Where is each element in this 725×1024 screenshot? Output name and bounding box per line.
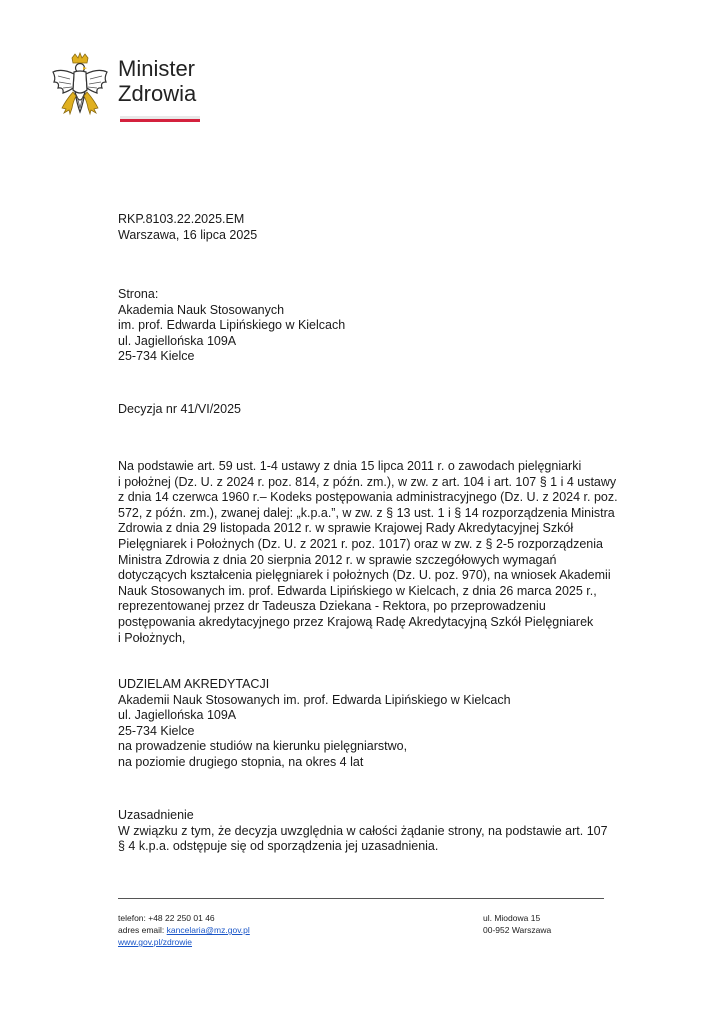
place-date: Warszawa, 16 lipca 2025 xyxy=(118,227,258,242)
ministry-logo xyxy=(50,50,210,130)
paragraph-line: Pielęgniarek i Położnych (Dz. U. z 2021 r. poz. 1017) oraz w zw. z § 2-5 rozporządzenia xyxy=(118,536,603,551)
paragraph-line: z dnia 14 czerwca 1960 r.– Kodeks postępowania administracyjnego (Dz. U. z 2024 r. poz. xyxy=(118,490,618,505)
justification-heading: Uzasadnienie xyxy=(118,808,194,822)
footer-address xyxy=(483,912,551,936)
party-line: ul. Jagiellońska 109A xyxy=(118,333,237,348)
flag-stripe xyxy=(120,116,200,122)
decision-title-block xyxy=(118,402,598,418)
grant-heading: UDZIELAM AKREDYTACJI xyxy=(118,677,270,691)
grant-line: 25-734 Kielce xyxy=(118,723,195,738)
eagle-emblem-icon xyxy=(50,52,110,124)
paragraph-line: Ministra Zdrowia z dnia 20 sierpnia 2012 r. w sprawie szczegółowych wymagań xyxy=(118,552,557,567)
footer-email-row xyxy=(118,924,250,936)
ministry-name xyxy=(118,56,196,106)
paragraph-line: postępowania akredytacyjnego przez Krajową Radę Akredytacyjną Szkół Pielęgniarek xyxy=(118,614,594,629)
party-line: im. prof. Edwarda Lipińskiego w Kielcach xyxy=(118,318,346,332)
justification-line: W związku z tym, że decyzja uwzględnia w całości żądanie strony, na podstawie art. 107 xyxy=(118,823,608,838)
footer-street: ul. Miodowa 15 xyxy=(483,913,541,923)
party-line: 25-734 Kielce xyxy=(118,349,195,363)
logo-line-2: Zdrowia xyxy=(118,81,197,106)
paragraph-line: Nauk Stosowanych im. prof. Edwarda Lipińskiego w Kielcach, z dnia 26 marca 2025 r., xyxy=(118,583,597,598)
paragraph-line: i położnej (Dz. U. z 2024 r. poz. 814, z późn. zm.), w zw. z art. 104 i art. 107 § 1 i 4 ustawy xyxy=(118,474,617,489)
flag-red-band xyxy=(120,119,200,122)
footer-phone: telefon: +48 22 250 01 46 xyxy=(118,913,215,923)
reference-number: RKP.8103.22.2025.EM xyxy=(118,212,245,226)
party-label: Strona: xyxy=(118,287,159,301)
paragraph-line: 572, z późn. zm.), zwanej dalej: „k.p.a.”, w zw. z § 13 ust. 1 i § 14 rozporządzenia Ministra xyxy=(118,505,615,520)
paragraph-line: i Położnych, xyxy=(118,630,186,645)
logo-line-1: Minister xyxy=(118,56,196,81)
justification-block xyxy=(118,808,608,855)
grant-line: na prowadzenie studiów na kierunku pielęgniarstwo, xyxy=(118,739,408,753)
decision-title: Decyzja nr 41/VI/2025 xyxy=(118,402,241,416)
paragraph-line: Na podstawie art. 59 ust. 1-4 ustawy z dnia 15 lipca 2011 r. o zawodach pielęgniarki xyxy=(118,459,582,473)
party-line: Akademia Nauk Stosowanych xyxy=(118,302,285,317)
paragraph-line: Zdrowia z dnia 29 listopada 2012 r. w sprawie Krajowej Rady Akredytacyjnej Szkół xyxy=(118,521,574,536)
grant-block xyxy=(118,677,598,770)
footer-email-link[interactable]: kancelaria@mz.gov.pl xyxy=(166,925,250,935)
grant-line: na poziomie drugiego stopnia, na okres 4 lat xyxy=(118,754,364,769)
footer-website-link[interactable]: www.gov.pl/zdrowie xyxy=(118,937,193,947)
footer-contact xyxy=(118,912,250,948)
footer-divider xyxy=(118,898,604,899)
grant-line: ul. Jagiellońska 109A xyxy=(118,708,237,722)
paragraph-line: dotyczących kształcenia pielęgniarek i położnych (Dz. U. poz. 970), na wniosek Akademii xyxy=(118,568,611,583)
footer-postal: 00-952 Warszawa xyxy=(483,925,552,935)
party-block xyxy=(118,287,598,365)
legal-basis-paragraph xyxy=(118,459,618,646)
justification-line: § 4 k.p.a. odstępuje się od sporządzenia jej uzasadnienia. xyxy=(118,839,439,853)
paragraph-line: reprezentowanej przez dr Tadeusza Dziekana - Rektora, po przeprowadzeniu xyxy=(118,599,546,614)
footer-email-label: adres email: xyxy=(118,925,167,935)
reference-block xyxy=(118,212,598,243)
grant-line: Akademii Nauk Stosowanych im. prof. Edwarda Lipińskiego w Kielcach xyxy=(118,692,511,707)
